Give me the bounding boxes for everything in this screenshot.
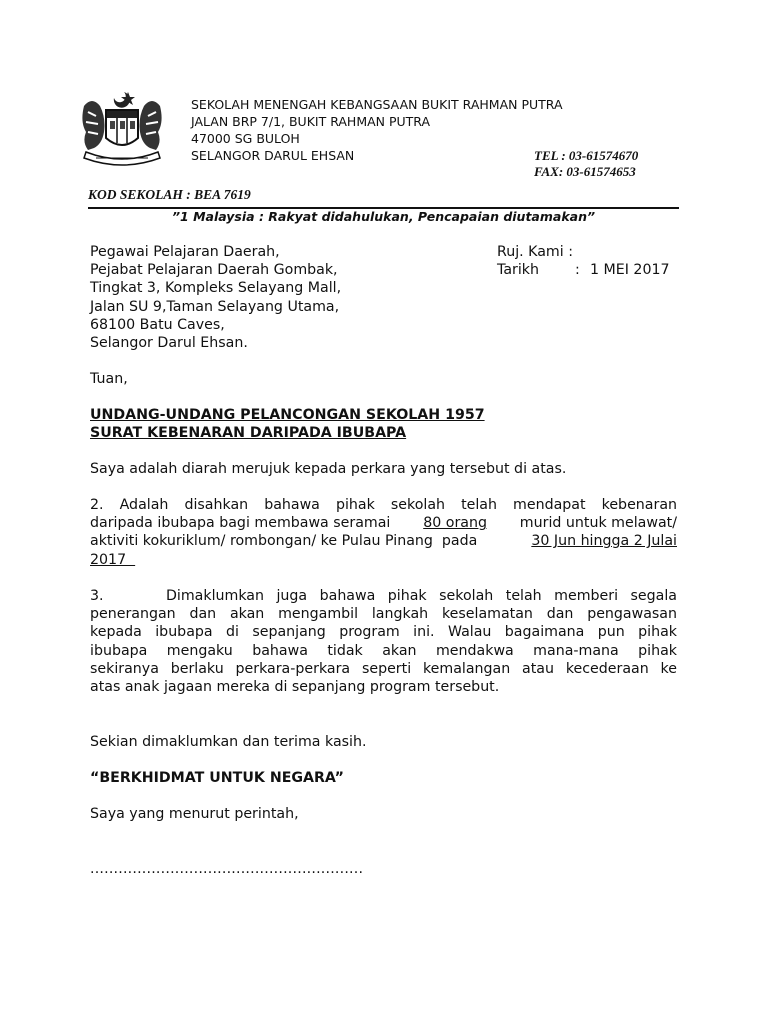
coat-of-arms-logo [76, 88, 168, 168]
recipient-line: Tingkat 3, Kompleks Selayang Mall, [90, 280, 342, 297]
paragraph-3-line: penerangan dan akan mengambil langkah keselamatan dan pengawasan [90, 606, 677, 623]
recipient-line: 68100 Batu Caves, [90, 316, 225, 333]
paragraph-1: Saya adalah diarah merujuk kepada perkara yang tersebut di atas. [90, 461, 567, 477]
paragraph-2-line: 2. Adalah disahkan bahawa pihak sekolah telah mendapat kebenaran [90, 497, 677, 513]
signature-line: .......................................................... [90, 861, 364, 877]
sign-off: Saya yang menurut perintah, [90, 806, 299, 822]
paragraph-3-line: kepada ibubapa di sepanjang program ini. Walau bagaimana pun pihak [90, 624, 677, 641]
paragraph-2-text: murid untuk melawat/ [515, 515, 677, 532]
motto: ”1 Malaysia : Rakyat didahulukan, Pencapaian diutamakan” [171, 209, 596, 224]
date-value: 1 MEI 2017 [590, 262, 670, 278]
paragraph-3 [90, 587, 677, 696]
trip-year: 2017 [90, 551, 136, 568]
paragraph-2-text: daripada ibubapa bagi membawa seramai [90, 515, 395, 532]
school-address-line-3: SELANGOR DARUL EHSAN [191, 148, 355, 163]
recipient-line: Selangor Darul Ehsan. [90, 334, 248, 351]
school-code: KOD SEKOLAH : BEA 7619 [88, 187, 251, 202]
recipient-line: Jalan SU 9,Taman Selayang Utama, [90, 298, 340, 315]
recipient-line: Pejabat Pelajaran Daerah Gombak, [90, 262, 338, 279]
paragraph-2 [90, 496, 677, 569]
school-address-line-1: JALAN BRP 7/1, BUKIT RAHMAN PUTRA [191, 114, 431, 129]
reference-label: Ruj. Kami : [497, 244, 573, 260]
paragraph-3-line: ibubapa mengaku bahawa tidak akan mendakwa mana-mana pihak [90, 642, 677, 659]
subject-line-2: SURAT KEBENARAN DARIPADA IBUBAPA [90, 425, 407, 441]
slogan: “BERKHIDMAT UNTUK NEGARA” [90, 770, 344, 786]
recipient-line: Pegawai Pelajaran Daerah, [90, 244, 280, 260]
paragraph-2-line [90, 514, 677, 532]
salutation: Tuan, [90, 371, 128, 387]
paragraph-3-line: atas anak jagaan mereka di sepanjang program tersebut. [90, 678, 500, 695]
recipient-address [90, 243, 341, 352]
school-tel: TEL : 03-61574670 [534, 148, 639, 163]
school-name: SEKOLAH MENENGAH KEBANGSAAN BUKIT RAHMAN PUTRA [191, 97, 563, 112]
trip-dates: 30 Jun hingga 2 Julai [531, 533, 677, 550]
date-separator: : [575, 262, 580, 278]
paragraph-2-line [90, 532, 677, 550]
student-count: 80 orang [423, 515, 487, 532]
school-fax: FAX: 03-61574653 [534, 164, 636, 179]
paragraph-2-text: aktiviti kokuriklum/ rombongan/ ke Pulau Pinang pada [90, 533, 482, 550]
paragraph-3-line: 3. Dimaklumkan juga bahawa pihak sekolah telah memberi segala [90, 588, 677, 604]
school-address-line-2: 47000 SG BULOH [191, 131, 300, 146]
subject-line-1: UNDANG-UNDANG PELANCONGAN SEKOLAH 1957 [90, 407, 485, 423]
paragraph-3-line: sekiranya berlaku perkara-perkara seperti kemalangan atau kecederaan ke [90, 660, 677, 677]
closing-remark: Sekian dimaklumkan dan terima kasih. [90, 734, 367, 750]
date-label: Tarikh [497, 262, 539, 278]
